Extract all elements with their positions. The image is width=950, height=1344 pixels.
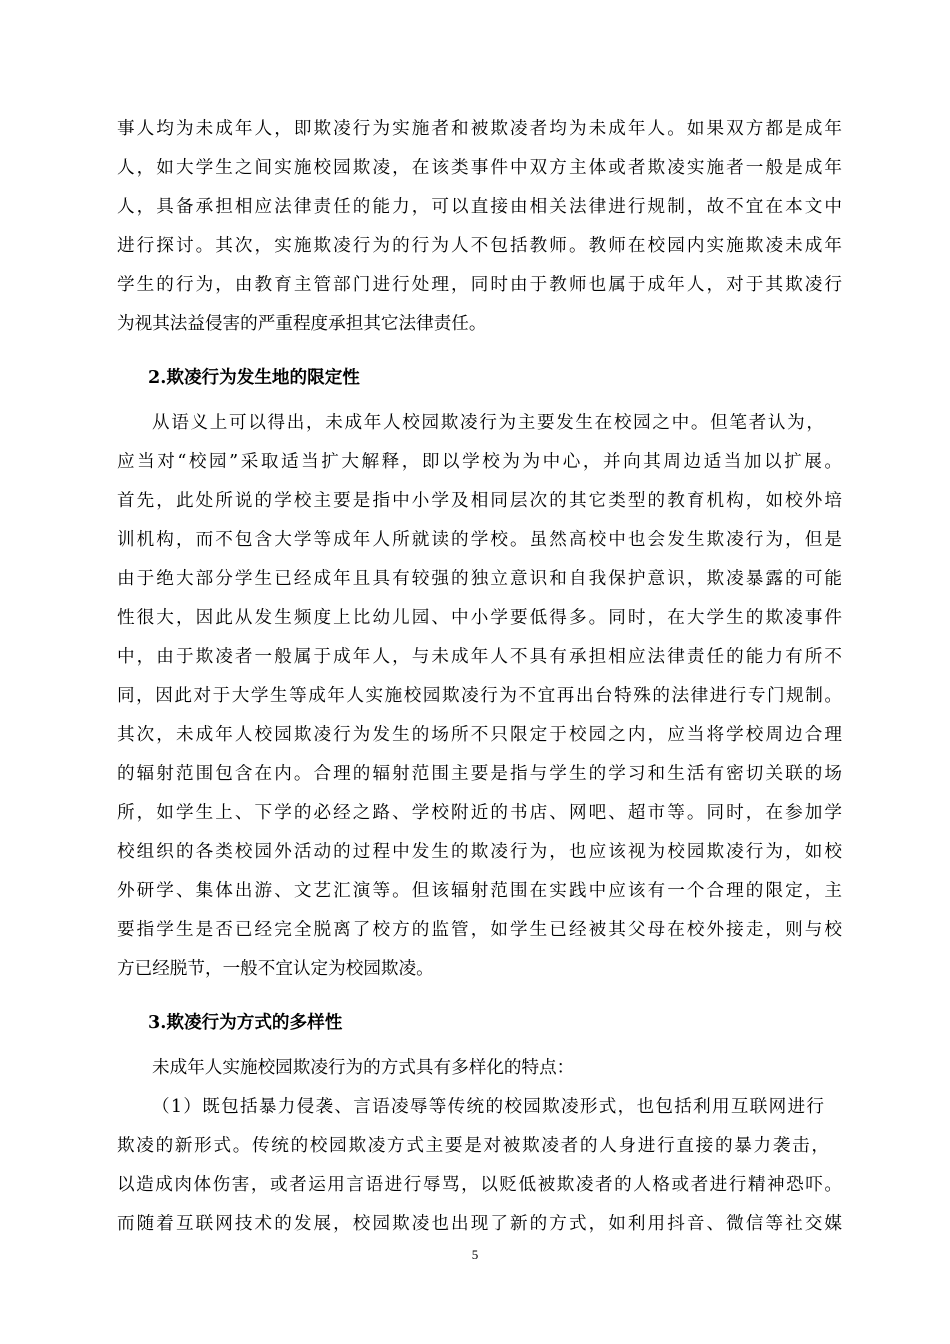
text-line: 未成年人实施校园欺凌行为的方式具有多样化的特点：: [152, 1058, 575, 1078]
text-line: 应当对“校园”采取适当扩大解释，即以学校为为中心，并向其周边适当加以扩展。: [117, 452, 842, 472]
section-heading: 2.欺凌行为发生地的限定性: [148, 367, 360, 388]
text-line: 校组织的各类校园外活动的过程中发生的欺凌行为，也应该视为校园欺凌行为，如校: [117, 842, 842, 862]
text-line: （1）既包括暴力侵袭、言语凌辱等传统的校园欺凌形式，也包括利用互联网进行: [152, 1097, 824, 1117]
text-line: 人，如大学生之间实施校园欺凌，在该类事件中双方主体或者欺凌实施者一般是成年: [117, 158, 842, 178]
text-line: 性很大，因此从发生频度上比幼儿园、中小学要低得多。同时，在大学生的欺凌事件: [117, 608, 842, 628]
text-line: 首先，此处所说的学校主要是指中小学及相同层次的其它类型的教育机构，如校外培: [117, 491, 842, 511]
section-heading: 3.欺凌行为方式的多样性: [148, 1012, 343, 1033]
text-line: 进行探讨。其次，实施欺凌行为的行为人不包括教师。教师在校园内实施欺凌未成年: [117, 236, 842, 256]
text-line: 为视其法益侵害的严重程度承担其它法律责任。: [117, 314, 487, 334]
text-line: 外研学、集体出游、文艺汇演等。但该辐射范围在实践中应该有一个合理的限定，主: [117, 881, 842, 901]
text-line: 方已经脱节，一般不宜认定为校园欺凌。: [117, 959, 434, 979]
text-line: 欺凌的新形式。传统的校园欺凌方式主要是对被欺凌者的人身进行直接的暴力袭击，: [117, 1136, 829, 1156]
text-line: 其次，未成年人校园欺凌行为发生的场所不只限定于校园之内，应当将学校周边合理: [117, 725, 842, 745]
text-line: 以造成肉体伤害，或者运用言语进行辱骂，以贬低被欺凌者的人格或者进行精神恐吓。: [117, 1175, 842, 1195]
text-line: 而随着互联网技术的发展，校园欺凌也出现了新的方式，如利用抖音、微信等社交媒: [117, 1214, 842, 1234]
text-line: 中，由于欺凌者一般属于成年人，与未成年人不具有承担相应法律责任的能力有所不: [117, 647, 842, 667]
text-line: 训机构，而不包含大学等成年人所就读的学校。虽然高校中也会发生欺凌行为，但是: [117, 530, 842, 550]
text-line: 从语义上可以得出，未成年人校园欺凌行为主要发生在校园之中。但笔者认为，: [152, 413, 824, 433]
text-line: 人，具备承担相应法律责任的能力，可以直接由相关法律进行规制，故不宜在本文中: [117, 197, 842, 217]
page-number: 5: [471, 1247, 479, 1262]
text-line: 事人均为未成年人，即欺凌行为实施者和被欺凌者均为未成年人。如果双方都是成年: [117, 119, 842, 139]
text-line: 的辐射范围包含在内。合理的辐射范围主要是指与学生的学习和生活有密切关联的场: [117, 764, 842, 784]
text-line: 学生的行为，由教育主管部门进行处理，同时由于教师也属于成年人，对于其欺凌行: [117, 275, 842, 295]
text-line: 要指学生是否已经完全脱离了校方的监管，如学生已经被其父母在校外接走，则与校: [117, 920, 842, 940]
text-line: 由于绝大部分学生已经成年且具有较强的独立意识和自我保护意识，欺凌暴露的可能: [117, 569, 842, 589]
text-line: 同，因此对于大学生等成年人实施校园欺凌行为不宜再出台特殊的法律进行专门规制。: [117, 686, 842, 706]
text-line: 所，如学生上、下学的必经之路、学校附近的书店、网吧、超市等。同时，在参加学: [117, 803, 842, 823]
